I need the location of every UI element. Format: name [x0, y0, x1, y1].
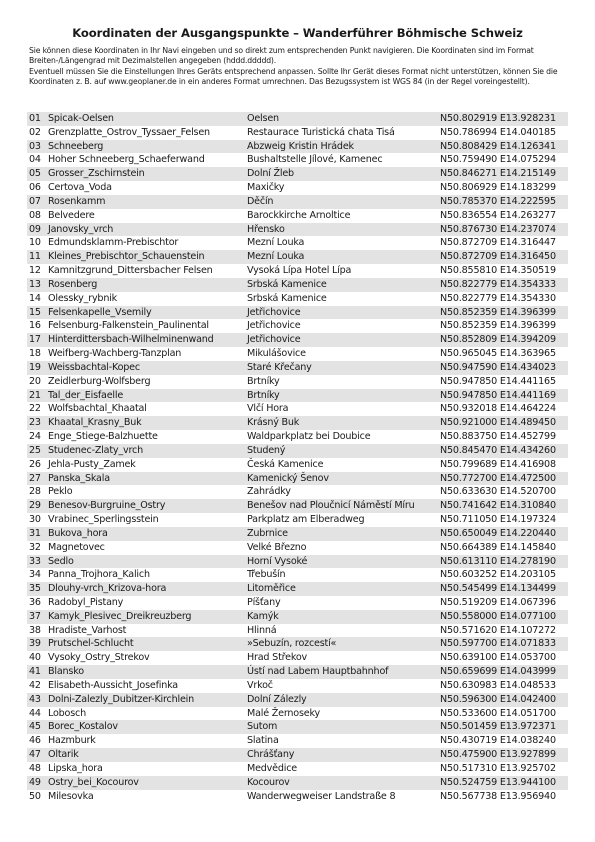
row-number: 36 [29, 596, 41, 608]
hike-name: Dlouhy-vrch_Krizova-hora [48, 583, 167, 595]
start-point: Vlčí Hora [247, 403, 289, 415]
start-point: Abzweig Kristin Hrádek [247, 140, 354, 152]
table-row [27, 319, 568, 333]
table-row [27, 637, 568, 651]
start-point: Česká Kamenice [247, 458, 324, 470]
row-number: 19 [29, 361, 41, 373]
row-number: 21 [29, 389, 41, 401]
coordinates: N50.806929 E14.183299 [440, 182, 556, 194]
coordinates: N50.630983 E14.048533 [440, 679, 556, 691]
coordinates: N50.659699 E14.043999 [440, 666, 556, 678]
table-row [27, 209, 568, 223]
coordinates: N50.558000 E14.077100 [440, 610, 556, 622]
table-row [27, 112, 568, 126]
start-point: Studený [247, 444, 286, 456]
table-row [27, 333, 568, 347]
row-number: 29 [29, 500, 41, 512]
start-point: Mikulášovice [247, 348, 306, 360]
hike-name: Oltarik [48, 749, 79, 761]
coordinates: N50.852809 E14.394209 [440, 334, 556, 346]
start-point: Medvědice [247, 762, 297, 774]
row-number: 18 [29, 348, 41, 360]
start-point: Hrad Střekov [247, 652, 308, 664]
start-point: Mezní Louka [247, 237, 305, 249]
hike-name: Felsenburg-Falkenstein_Paulinental [48, 320, 209, 332]
intro-paragraph-2: Eventuell müssen Sie die Einstellungen Ihres Geräts entsprechend anpassen. Sollte Ihr Gerät dieses Format nicht unterstützen, können Sie die Koordinaten z. B. auf www.geoplaner.de in ein anderes Format umrechnen. Das Bezugssystem ist WGS 84 (in der Regel voreingestellt). [29, 66, 558, 86]
coordinates: N50.664389 E14.145840 [440, 541, 556, 553]
coordinates: N50.876730 E14.237074 [440, 223, 556, 235]
hike-name: Magnetovec [48, 541, 105, 553]
row-number: 46 [29, 735, 41, 747]
start-point: Benešov nad Ploučnicí Náměstí Míru [247, 500, 415, 512]
row-number: 35 [29, 583, 41, 595]
table-row [27, 278, 568, 292]
intro-text [29, 46, 569, 87]
table-row [27, 236, 568, 250]
row-number: 22 [29, 403, 41, 415]
start-point: Horní Vysoké [247, 555, 308, 567]
hike-name: Zeidlerburg-Wolfsberg [48, 375, 151, 387]
table-row [27, 430, 568, 444]
hike-name: Kamyk_Plesivec_Dreikreuzberg [48, 610, 192, 622]
row-number: 20 [29, 375, 41, 387]
coordinates: N50.741642 E14.310840 [440, 500, 556, 512]
start-point: Brtníky [247, 389, 280, 401]
table-row [27, 126, 568, 140]
row-number: 26 [29, 458, 41, 470]
start-point: Hlinná [247, 624, 277, 636]
row-number: 45 [29, 721, 41, 733]
row-number: 38 [29, 624, 41, 636]
table-row [27, 610, 568, 624]
row-number: 41 [29, 666, 41, 678]
hike-name: Grosser_Zschirnstein [48, 168, 145, 180]
hike-name: Hinterdittersbach-Wilhelminenwand [48, 334, 214, 346]
coordinates: N50.759490 E14.075294 [440, 154, 556, 166]
row-number: 50 [29, 790, 41, 802]
table-row [27, 485, 568, 499]
start-point: Jetřichovice [247, 306, 301, 318]
hike-name: Hoher Schneeberg_Schaeferwand [48, 154, 205, 166]
table-row [27, 444, 568, 458]
start-point: Vrkoč [247, 679, 273, 691]
coordinates: N50.613110 E14.278190 [440, 555, 556, 567]
start-point: Krásný Buk [247, 417, 300, 429]
coordinates: N50.517310 E13.925702 [440, 762, 556, 774]
hike-name: Blansko [48, 666, 84, 678]
row-number: 48 [29, 762, 41, 774]
coordinates: N50.921000 E14.489450 [440, 417, 556, 429]
hike-name: Khaatal_Krasny_Buk [48, 417, 142, 429]
coordinates: N50.567738 E13.956940 [440, 790, 556, 802]
row-number: 13 [29, 278, 41, 290]
hike-name: Weissbachtal-Kopec [48, 361, 140, 373]
start-point: Maxičky [247, 182, 285, 194]
table-row [27, 167, 568, 181]
coordinates: N50.852359 E14.396399 [440, 320, 556, 332]
coordinates: N50.947850 E14.441169 [440, 389, 556, 401]
hike-name: Milesovka [48, 790, 94, 802]
coordinates: N50.947590 E14.434023 [440, 361, 556, 373]
hike-name: Wolfsbachtal_Khaatal [48, 403, 147, 415]
row-number: 24 [29, 431, 41, 443]
table-row [27, 458, 568, 472]
hike-name: Rosenkamm [48, 195, 106, 207]
coordinates: N50.650049 E14.220440 [440, 527, 556, 539]
coordinates: N50.947850 E14.441165 [440, 375, 556, 387]
row-number: 12 [29, 265, 41, 277]
row-number: 01 [29, 113, 41, 124]
row-number: 27 [29, 472, 41, 484]
start-point: Staré Křečany [247, 361, 312, 373]
coordinates: N50.799689 E14.416908 [440, 458, 556, 470]
row-number: 11 [29, 251, 41, 263]
coordinates: N50.872709 E14.316450 [440, 251, 556, 263]
table-row [27, 223, 568, 237]
start-point: Srbská Kamenice [247, 292, 327, 304]
table-row [27, 720, 568, 734]
start-point: Hřensko [247, 223, 285, 235]
hike-name: Schneeberg [48, 140, 104, 152]
table-row [27, 596, 568, 610]
hike-name: Vysoky_Ostry_Strekov [48, 652, 150, 664]
table-row [27, 582, 568, 596]
start-point: »Sebuzín, rozcestí« [247, 638, 337, 650]
coordinates: N50.846271 E14.215149 [440, 168, 556, 180]
start-point: Třebušín [247, 569, 286, 581]
start-point: Ústí nad Labem Hauptbahnhof [247, 666, 389, 678]
table-row [27, 527, 568, 541]
table-row [27, 707, 568, 721]
hike-name: Peklo [48, 486, 73, 498]
hike-name: Rosenberg [48, 278, 98, 290]
row-number: 07 [29, 195, 41, 207]
start-point: Jetřichovice [247, 334, 301, 346]
start-point: Oelsen [247, 113, 279, 124]
row-number: 09 [29, 223, 41, 235]
table-row [27, 361, 568, 375]
start-point: Chrášťany [247, 749, 295, 761]
coordinates: N50.836554 E14.263277 [440, 209, 556, 221]
hike-name: Hazmburk [48, 735, 96, 747]
coordinates: N50.932018 E14.464224 [440, 403, 556, 415]
table-row [27, 568, 568, 582]
hike-name: Felsenkapelle_Vsemily [48, 306, 152, 318]
table-row [27, 264, 568, 278]
table-row [27, 195, 568, 209]
intro-paragraph-1: Sie können diese Koordinaten in Ihr Navi eingeben und so direkt zum entsprechenden Punkt navigieren. Die Koordinaten sind im Format Breiten-/Längengrad mit Dezimalstellen angegeben (hddd.ddddd). [29, 46, 534, 66]
row-number: 02 [29, 126, 41, 138]
coordinates: N50.524759 E13.944100 [440, 776, 556, 788]
row-number: 30 [29, 514, 41, 526]
start-point: Mezní Louka [247, 251, 305, 263]
table-row [27, 389, 568, 403]
row-number: 25 [29, 444, 41, 456]
table-row [27, 416, 568, 430]
row-number: 34 [29, 569, 41, 581]
start-point: Sutom [247, 721, 278, 733]
row-number: 10 [29, 237, 41, 249]
row-number: 40 [29, 652, 41, 664]
row-number: 47 [29, 749, 41, 761]
coordinates: N50.965045 E14.363965 [440, 348, 556, 360]
row-number: 28 [29, 486, 41, 498]
table-row [27, 140, 568, 154]
row-number: 42 [29, 679, 41, 691]
table-row [27, 555, 568, 569]
hike-name: Sedlo [48, 555, 74, 567]
start-point: Velké Březno [247, 541, 307, 553]
coordinates: N50.545499 E14.134499 [440, 583, 556, 595]
hike-name: Studenec-Zlaty_vrch [48, 444, 143, 456]
hike-name: Enge_Stiege-Balzhuette [48, 431, 158, 443]
hike-name: Elisabeth-Aussicht_Josefinka [48, 679, 178, 691]
table-row [27, 790, 568, 804]
table-row [27, 748, 568, 762]
table-row [27, 624, 568, 638]
hike-name: Prutschel-Schlucht [48, 638, 134, 650]
coordinates: N50.808429 E14.126341 [440, 140, 556, 152]
start-point: Restaurace Turistická chata Tisá [247, 126, 395, 138]
coordinates: N50.786994 E14.040185 [440, 126, 556, 138]
row-number: 44 [29, 707, 41, 719]
coordinates: N50.430719 E14.038240 [440, 735, 556, 747]
table-row [27, 499, 568, 513]
row-number: 32 [29, 541, 41, 553]
row-number: 05 [29, 168, 41, 180]
coordinates: N50.855810 E14.350519 [440, 265, 556, 277]
hike-name: Lobosch [48, 707, 86, 719]
start-point: Kocourov [247, 776, 290, 788]
coordinates: N50.519209 E14.067396 [440, 596, 556, 608]
coordinates: N50.501459 E13.972371 [440, 721, 556, 733]
hike-name: Olessky_rybnik [48, 292, 118, 304]
table-row [27, 734, 568, 748]
table-row [27, 776, 568, 790]
coordinates: N50.597700 E14.071833 [440, 638, 556, 650]
coordinates: N50.802919 E13.928231 [440, 113, 556, 124]
coordinates: N50.596300 E14.042400 [440, 693, 556, 705]
start-point: Zubrnice [247, 527, 288, 539]
hike-name: Bukova_hora [48, 527, 108, 539]
start-point: Barockkirche Arnoltice [247, 209, 351, 221]
start-point: Brtníky [247, 375, 280, 387]
start-point: Parkplatz am Elberadweg [247, 514, 365, 526]
start-point: Kamenický Šenov [247, 472, 329, 484]
start-point: Píšťany [247, 596, 281, 608]
row-number: 04 [29, 154, 41, 166]
coordinates: N50.883750 E14.452799 [440, 431, 556, 443]
table-row [27, 250, 568, 264]
row-number: 16 [29, 320, 41, 332]
hike-name: Janovsky_vrch [48, 223, 114, 235]
hike-name: Dolni-Zalezly_Dubitzer-Kirchlein [48, 693, 194, 705]
start-point: Dolní Zálezly [247, 693, 307, 705]
table-row [27, 402, 568, 416]
hike-name: Ostry_bei_Kocourov [48, 776, 139, 788]
start-point: Zahrádky [247, 486, 291, 498]
coordinates: N50.475900 E13.927899 [440, 749, 556, 761]
table-row [27, 347, 568, 361]
table-row [27, 693, 568, 707]
row-number: 49 [29, 776, 41, 788]
hike-name: Panska_Skala [48, 472, 110, 484]
hike-name: Jehla-Pusty_Zamek [48, 458, 136, 470]
hike-name: Lipska_hora [48, 762, 103, 774]
hike-name: Kamnitzgrund_Dittersbacher Felsen [48, 265, 213, 277]
start-point: Malé Žernoseky [247, 707, 320, 719]
table-row [27, 762, 568, 776]
start-point: Litoměřice [247, 583, 296, 595]
table-row [27, 513, 568, 527]
coordinates: N50.603252 E14.203105 [440, 569, 556, 581]
hike-name: Tal_der_Eisfaelle [48, 389, 124, 401]
start-point: Wanderwegweiser Landstraße 8 [247, 790, 396, 802]
coordinates: N50.571620 E14.107272 [440, 624, 556, 636]
start-point: Srbská Kamenice [247, 278, 327, 290]
hike-name: Radobyl_Pistany [48, 596, 124, 608]
row-number: 17 [29, 334, 41, 346]
hike-name: Weifberg-Wachberg-Tanzplan [48, 348, 182, 360]
table-row [27, 375, 568, 389]
hike-name: Benesov-Burgruine_Ostry [48, 500, 166, 512]
row-number: 15 [29, 306, 41, 318]
row-number: 06 [29, 182, 41, 194]
hike-name: Edmundsklamm-Prebischtor [48, 237, 179, 249]
hike-name: Grenzplatte_Ostrov_Tyssaer_Felsen [48, 126, 210, 138]
coordinates: N50.852359 E14.396399 [440, 306, 556, 318]
table-row [27, 306, 568, 320]
hike-name: Kleines_Prebischtor_Schauenstein [48, 251, 205, 263]
start-point: Vysoká Lípa Hotel Lípa [247, 265, 352, 277]
row-number: 39 [29, 638, 41, 650]
row-number: 08 [29, 209, 41, 221]
row-number: 03 [29, 140, 41, 152]
row-number: 37 [29, 610, 41, 622]
start-point: Děčín [247, 195, 274, 207]
start-point: Kamýk [247, 610, 279, 622]
table-row [27, 181, 568, 195]
coordinates: N50.533600 E14.051700 [440, 707, 556, 719]
coordinates: N50.822779 E14.354330 [440, 292, 556, 304]
coordinates: N50.711050 E14.197324 [440, 514, 556, 526]
hike-name: Spicak-Oelsen [48, 113, 114, 124]
row-number: 31 [29, 527, 41, 539]
table-row [27, 679, 568, 693]
hike-name: Belvedere [48, 209, 95, 221]
coordinates: N50.772700 E14.472500 [440, 472, 556, 484]
row-number: 14 [29, 292, 41, 304]
coordinates: N50.872709 E14.316447 [440, 237, 556, 249]
hike-name: Vrabinec_Sperlingsstein [48, 514, 159, 526]
table-row [27, 292, 568, 306]
hike-name: Borec_Kostalov [48, 721, 118, 733]
hike-name: Hradiste_Varhost [48, 624, 127, 636]
page-title: Koordinaten der Ausgangspunkte – Wanderführer Böhmische Schweiz [72, 26, 523, 40]
row-number: 23 [29, 417, 41, 429]
table-row [27, 153, 568, 167]
row-number: 33 [29, 555, 41, 567]
coordinates: N50.639100 E14.053700 [440, 652, 556, 664]
start-point: Bushaltstelle Jílové, Kamenec [247, 154, 383, 166]
start-point: Waldparkplatz bei Doubice [247, 431, 371, 443]
table-row [27, 651, 568, 665]
coordinates: N50.845470 E14.434260 [440, 444, 556, 456]
start-point: Jetřichovice [247, 320, 301, 332]
hike-name: Panna_Trojhora_Kalich [48, 569, 150, 581]
coordinates: N50.785370 E14.222595 [440, 195, 556, 207]
coordinates: N50.822779 E14.354333 [440, 278, 556, 290]
start-point: Slatina [247, 735, 279, 747]
coordinates: N50.633630 E14.520700 [440, 486, 556, 498]
table-row [27, 541, 568, 555]
row-number: 43 [29, 693, 41, 705]
coordinates-table [27, 112, 568, 803]
table-row [27, 665, 568, 679]
start-point: Dolní Žleb [247, 168, 294, 180]
table-row [27, 472, 568, 486]
hike-name: Certova_Voda [48, 182, 112, 194]
